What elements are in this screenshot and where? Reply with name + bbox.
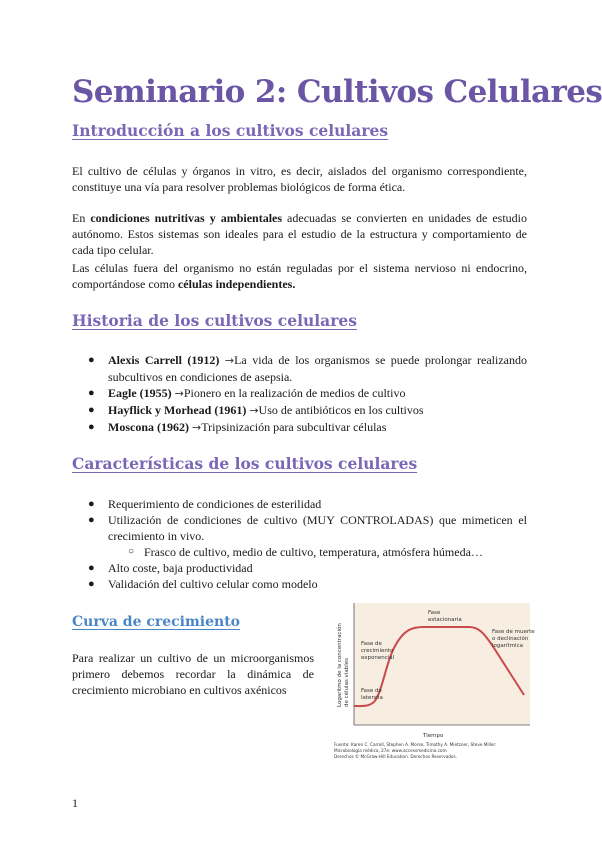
bold-text: Hayflick y Morhead (1961) <box>108 403 247 417</box>
bullet-icon: ● <box>88 514 95 526</box>
arrow-icon: → <box>249 404 259 417</box>
text-run: adecuadas se convierten en unidades de estudio autónomo. Estos sistemas son ideales para el estudio de la estructura y comportamiento de cada tipo celular. <box>72 211 527 257</box>
item-text: Validación del cultivo celular como modelo <box>108 577 318 591</box>
intro-paragraph-1: El cultivo de células y órganos in vitro, es decir, aislados del organismo correspondiente, constituye una vía para resolver problemas biológicos de forma ética. <box>72 164 527 194</box>
list-item <box>72 496 527 512</box>
figure-caption: Derechos © McGraw-Hill Education. Derechos Reservados. <box>334 754 458 759</box>
phase-label: Fase <box>428 610 441 616</box>
list-item <box>72 576 527 592</box>
growth-paragraph: Para realizar un cultivo de un microorganismos primero debemos recordar la dinámica de crecimiento microbiano en cultivos axénicos <box>72 651 314 697</box>
item-text: Requerimiento de condiciones de esterilidad <box>108 497 322 511</box>
phase-label: o declinación <box>492 636 529 642</box>
arrow-icon: → <box>174 387 184 400</box>
phase-label: estacionaria <box>428 617 462 623</box>
phase-label: exponencial <box>361 655 395 661</box>
list-item <box>72 560 527 576</box>
page-title: Seminario 2: Cultivos Celulares <box>72 74 602 110</box>
intro-heading: Introducción a los cultivos celulares <box>72 121 389 140</box>
phase-label: Fase de muerte <box>492 629 535 635</box>
hollow-bullet-icon: ○ <box>128 546 135 557</box>
phase-label: Fase de <box>361 688 382 694</box>
x-axis-label: Tiempo <box>423 733 444 739</box>
intro-paragraph-2 <box>72 210 527 258</box>
list-item <box>72 402 527 419</box>
bullet-icon: ● <box>88 562 95 574</box>
item-text: Alto coste, baja productividad <box>108 561 253 575</box>
bold-text: Eagle (1955) <box>108 386 172 400</box>
bullet-icon: ● <box>88 578 95 590</box>
intro-paragraph-3 <box>72 260 527 292</box>
bullet-icon: ● <box>88 421 95 433</box>
growth-curve-chart <box>334 603 535 763</box>
y-axis-label: de células viables <box>344 658 350 707</box>
characteristics-list <box>72 496 527 592</box>
characteristics-heading: Características de los cultivos celulares <box>72 454 418 473</box>
history-heading: Historia de los cultivos celulares <box>72 311 357 330</box>
bullet-icon: ● <box>88 354 95 366</box>
phase-label: Fase de <box>361 641 382 647</box>
y-axis-label: Logaritmo de la concentración <box>337 623 343 707</box>
text-run: Las células fuera del organismo no están reguladas por el sistema nervioso ni endocrino, comportándose como <box>72 261 527 291</box>
growth-curve-figure <box>334 603 535 763</box>
phase-label: logarítmica <box>492 643 523 649</box>
phase-label: crecimiento <box>361 648 394 654</box>
item-text: Pionero en la realización de medios de cultivo <box>183 386 406 400</box>
arrow-icon: → <box>192 421 202 434</box>
history-list <box>72 352 527 436</box>
bold-text: Alexis Carrell (1912) <box>108 353 220 367</box>
bullet-icon: ● <box>88 498 95 510</box>
bold-text: Moscona (1962) <box>108 420 189 434</box>
page-number: 1 <box>72 796 78 810</box>
list-item <box>72 352 527 385</box>
list-item <box>72 512 527 544</box>
figure-caption: Fuente: Karen C. Carroll, Stephen A. Morse, Timothy A. Mietzner, Steve Miller: <box>334 742 497 747</box>
phase-label: latencia <box>361 695 383 701</box>
item-text: Frasco de cultivo, medio de cultivo, temperatura, atmósfera húmeda… <box>144 545 483 559</box>
item-text: Utilización de condiciones de cultivo (MUY CONTROLADAS) que mimeticen el crecimiento in vivo. <box>108 513 527 543</box>
bold-text: células independientes. <box>177 277 296 291</box>
figure-caption: Microbiología médica, 27e: www.accessmedicina.com <box>334 748 447 753</box>
bullet-icon: ● <box>88 387 95 399</box>
item-text: Tripsinización para subcultivar células <box>201 420 387 434</box>
arrow-icon: → <box>224 354 235 367</box>
growth-heading: Curva de crecimiento <box>72 614 241 630</box>
list-item <box>72 385 527 402</box>
list-item <box>72 419 527 436</box>
text-run: En <box>72 211 91 225</box>
sub-list-item <box>72 544 527 560</box>
bullet-icon: ● <box>88 404 95 416</box>
bold-text: condiciones nutritivas y ambientales <box>90 211 283 225</box>
item-text: La vida de los organismos se puede prolongar realizando subcultivos en condiciones de asepsia. <box>108 353 527 384</box>
item-text: Uso de antibióticos en los cultivos <box>258 403 424 417</box>
